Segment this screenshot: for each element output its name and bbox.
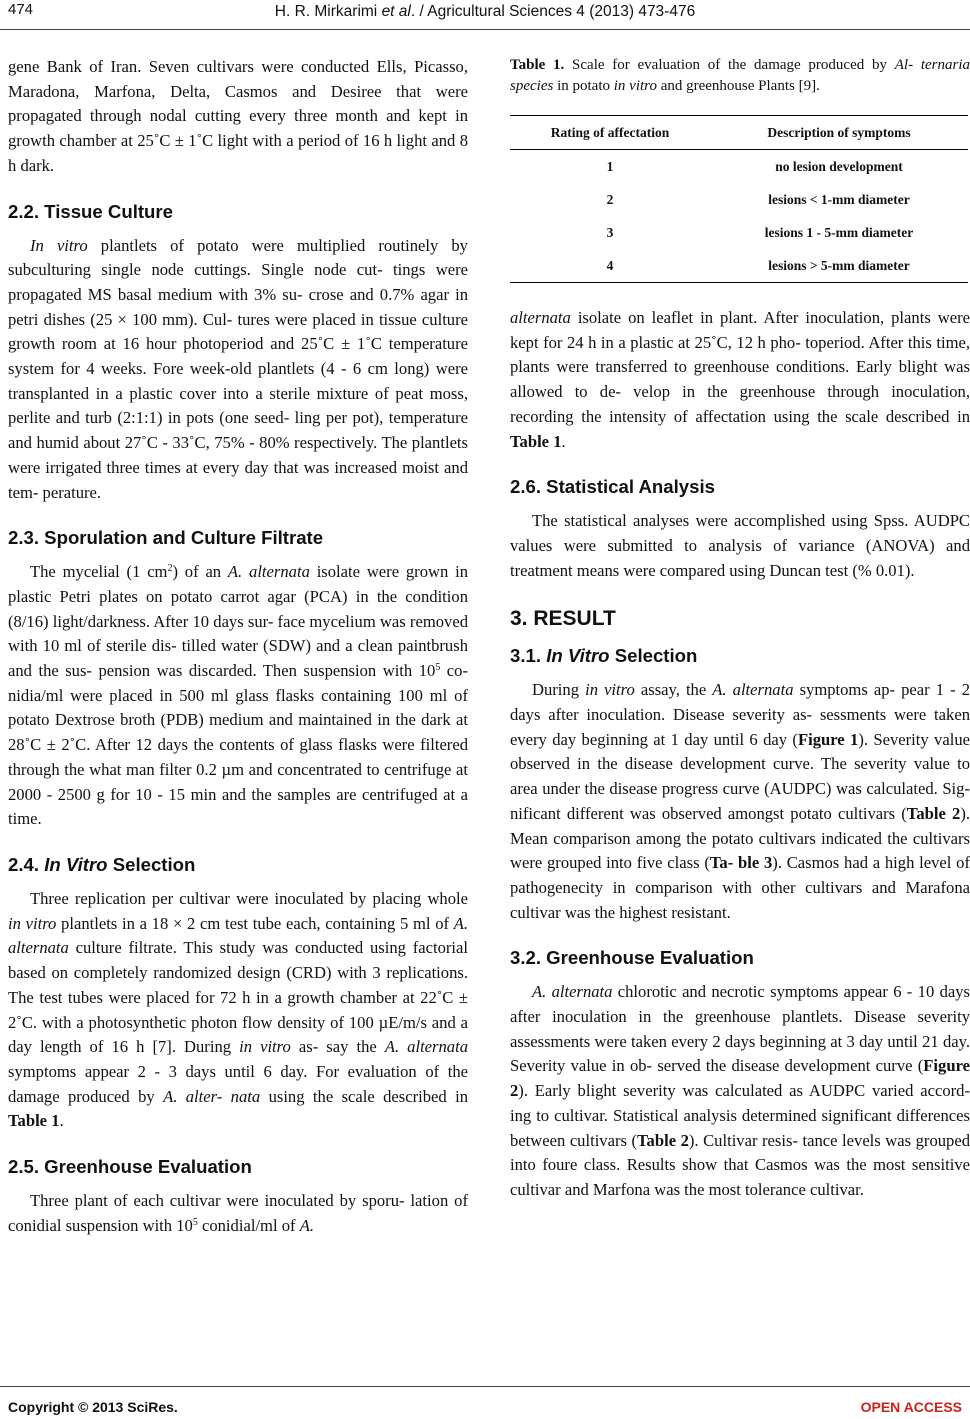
copyright-notice: Copyright © 2013 SciRes.	[8, 1399, 178, 1415]
section-heading-2-4: 2.4. In Vitro Selection	[8, 853, 196, 875]
table-cell: 2	[606, 191, 614, 207]
section-heading-3-2: 3.2. Greenhouse Evaluation	[510, 947, 754, 969]
table-row	[510, 216, 968, 249]
table-cell: lesions < 1-mm diameter	[768, 191, 910, 207]
right-column	[510, 55, 970, 1203]
table-cell: lesions 1 - 5-mm diameter	[764, 224, 914, 240]
table-row	[510, 183, 968, 216]
section-heading-2-6: 2.6. Statistical Analysis	[510, 476, 715, 498]
paragraph: gene Bank of Iran. Seven cultivars were conducted Ells, Picasso, Maradona, Marfona, Delta, Casmos and Desiree that were propagated through nodal cutting every three month and kept in growth chamber at 25˚C ± 1˚C light with a period of 16 h light and 8 h dark.	[8, 57, 468, 175]
left-column	[8, 55, 468, 1238]
paragraph: In vitro plantlets of potato were multiplied routinely by subculturing single node cuttings. Single node cut- tings were propagated MS basal medium with 3% su- crose and 0.7% agar in petri dishes (25 × 100 mm). Cul- tures were placed in tissue culture growth room at 16 hour photoperiod and 25˚C ± 1˚C temperature system for 4 weeks. Fore week-old plantlets (4 - 6 cm long) were transplanted in a plastic cover into a sterile mixture of peat moss, perlite and turb (2:1:1) in pots (one seed- ling per pot), temperature and humid about 27˚C - 33˚C, 75% - 80% respectively. The plantlets were irrigated three times at every day that was increased moist and tem- perature.	[8, 235, 468, 502]
table-cell: 4	[510, 249, 710, 283]
page-header	[0, 0, 970, 40]
running-header: H. R. Mirkarimi et al. / Agricultural Sciences 4 (2013) 473-476	[274, 3, 696, 20]
header-rule	[0, 29, 970, 30]
paragraph: alternata isolate on leaflet in plant. After inoculation, plants were kept for 24 h in a plastic at 25˚C, 12 h pho- toperiod. After this time, plants were transferred to greenhouse conditions. Early blight was allowed to de- velop in the greenhouse through inoculation, recording the intensity of affectation using the scale described in Table 1.	[510, 308, 970, 451]
page-number: 474	[8, 1, 34, 18]
paragraph: Three replication per cultivar were inoculated by placing whole in vitro plantlets in a 18 × 2 cm test tube each, containing 5 ml of A. alternata culture filtrate. This study was conducted using factorial based on completely randomized design (CRD) with 3 replications. The test tubes were placed for 72 h in a growth chamber at 22˚C ± 2˚C. with a photosynthetic photon flow density of 100 µE/m/s and a day length of 16 h [7]. During in vitro as- say the A. alternata symptoms appear 2 - 3 days until 6 day. For evaluation of the damage produced by A. alter- nata using the scale described in Table 1.	[8, 888, 469, 1131]
paragraph: The statistical analyses were accomplished using Spss. AUDPC values were submitted to analysis of variance (ANOVA) and treatment means were compared using Duncan test (% 0.01).	[510, 511, 970, 580]
column-header: Rating of affectation	[510, 116, 710, 150]
table-cell: 1	[606, 158, 614, 174]
section-heading-3-1: 3.1. In Vitro Selection	[510, 645, 698, 667]
table-header-row	[510, 116, 968, 150]
table-caption: Table 1. Scale for evaluation of the damage produced by Al- ternaria species in potato in vitro and greenhouse Plants [9].	[510, 57, 970, 94]
section-heading-2-5: 2.5. Greenhouse Evaluation	[8, 1156, 252, 1178]
table-row	[510, 249, 968, 283]
table-row	[510, 150, 968, 184]
table-cell: lesions > 5-mm diameter	[710, 249, 968, 283]
footer-rule	[0, 1386, 970, 1387]
paragraph: Three plant of each cultivar were inoculated by sporu- lation of conidial suspension with $10^5$ conidial/ml of A.	[8, 1191, 468, 1235]
section-heading-2-2: 2.2. Tissue Culture	[8, 200, 173, 222]
section-heading-3: 3. RESULT	[510, 607, 616, 631]
column-header: Description of symptoms	[710, 116, 968, 150]
scale-table	[510, 115, 968, 283]
table-cell: 3	[606, 224, 614, 240]
paragraph: The mycelial (1 $cm^2$) of an A. alternata isolate were grown in plastic Petri plates on potato carrot agar (PCA) in the condition (8/16) light/darkness. After 10 days sur- face mycelium was removed with 10 ml of sterile dis- tilled water (SDW) and a clean paintbrush and the sus- pension was discarded. Then suspension with $10^5$ co- nidia/ml were placed in 500 ml glass flasks containing 100 ml of potato Dextrose broth (PDB) medium and maintained in the dark at 28˚C ± 2˚C. After 12 days the contents of glass flasks were filtered through the what man filter 0.2 µm and concentrated to centrifuge at 2000 - 2500 g for 10 - 15 min and the samples are centrifuged at a time.	[8, 562, 468, 829]
section-heading-2-3: 2.3. Sporulation and Culture Filtrate	[8, 527, 324, 549]
open-access-label: OPEN ACCESS	[860, 1399, 962, 1415]
table-cell: no lesion development	[775, 158, 903, 174]
paragraph: During in vitro assay, the A. alternata symptoms ap- pear 1 - 2 days after inoculation. Disease severity as- sessments were taken every day beginning at 1 day until 6 day (Figure 1). Severity value observed in the disease development curve. The severity value to area under the disease progress curve (AUDPC) was calculated. Sig- nificant different was observed amongst potato cultivars (Table 2). Mean comparison among the potato cultivars indicated the cultivars were grouped into five class (Ta- ble 3). Casmos had a high level of pathogenecity in comparison with other cultivars and Marafona cultivar was the highest resistant.	[510, 680, 970, 922]
paragraph: A. alternata chlorotic and necrotic symptoms appear 6 - 10 days after inoculation in the greenhouse plantlets. Disease severity assessments were taken every 2 days beginning at 3 day until 21 day. Severity value in ob- served the disease development curve (Figure 2). Early blight severity was calculated as AUDPC varied accord- ing to cultivar. Statistical analysis determined significant differences between cultivars (Table 2). Cultivar resis- tance levels was grouped into foure class. Results show that Casmos was the most sensitive cultivar and Marfona was the most tolerance cultivar.	[510, 982, 970, 1199]
